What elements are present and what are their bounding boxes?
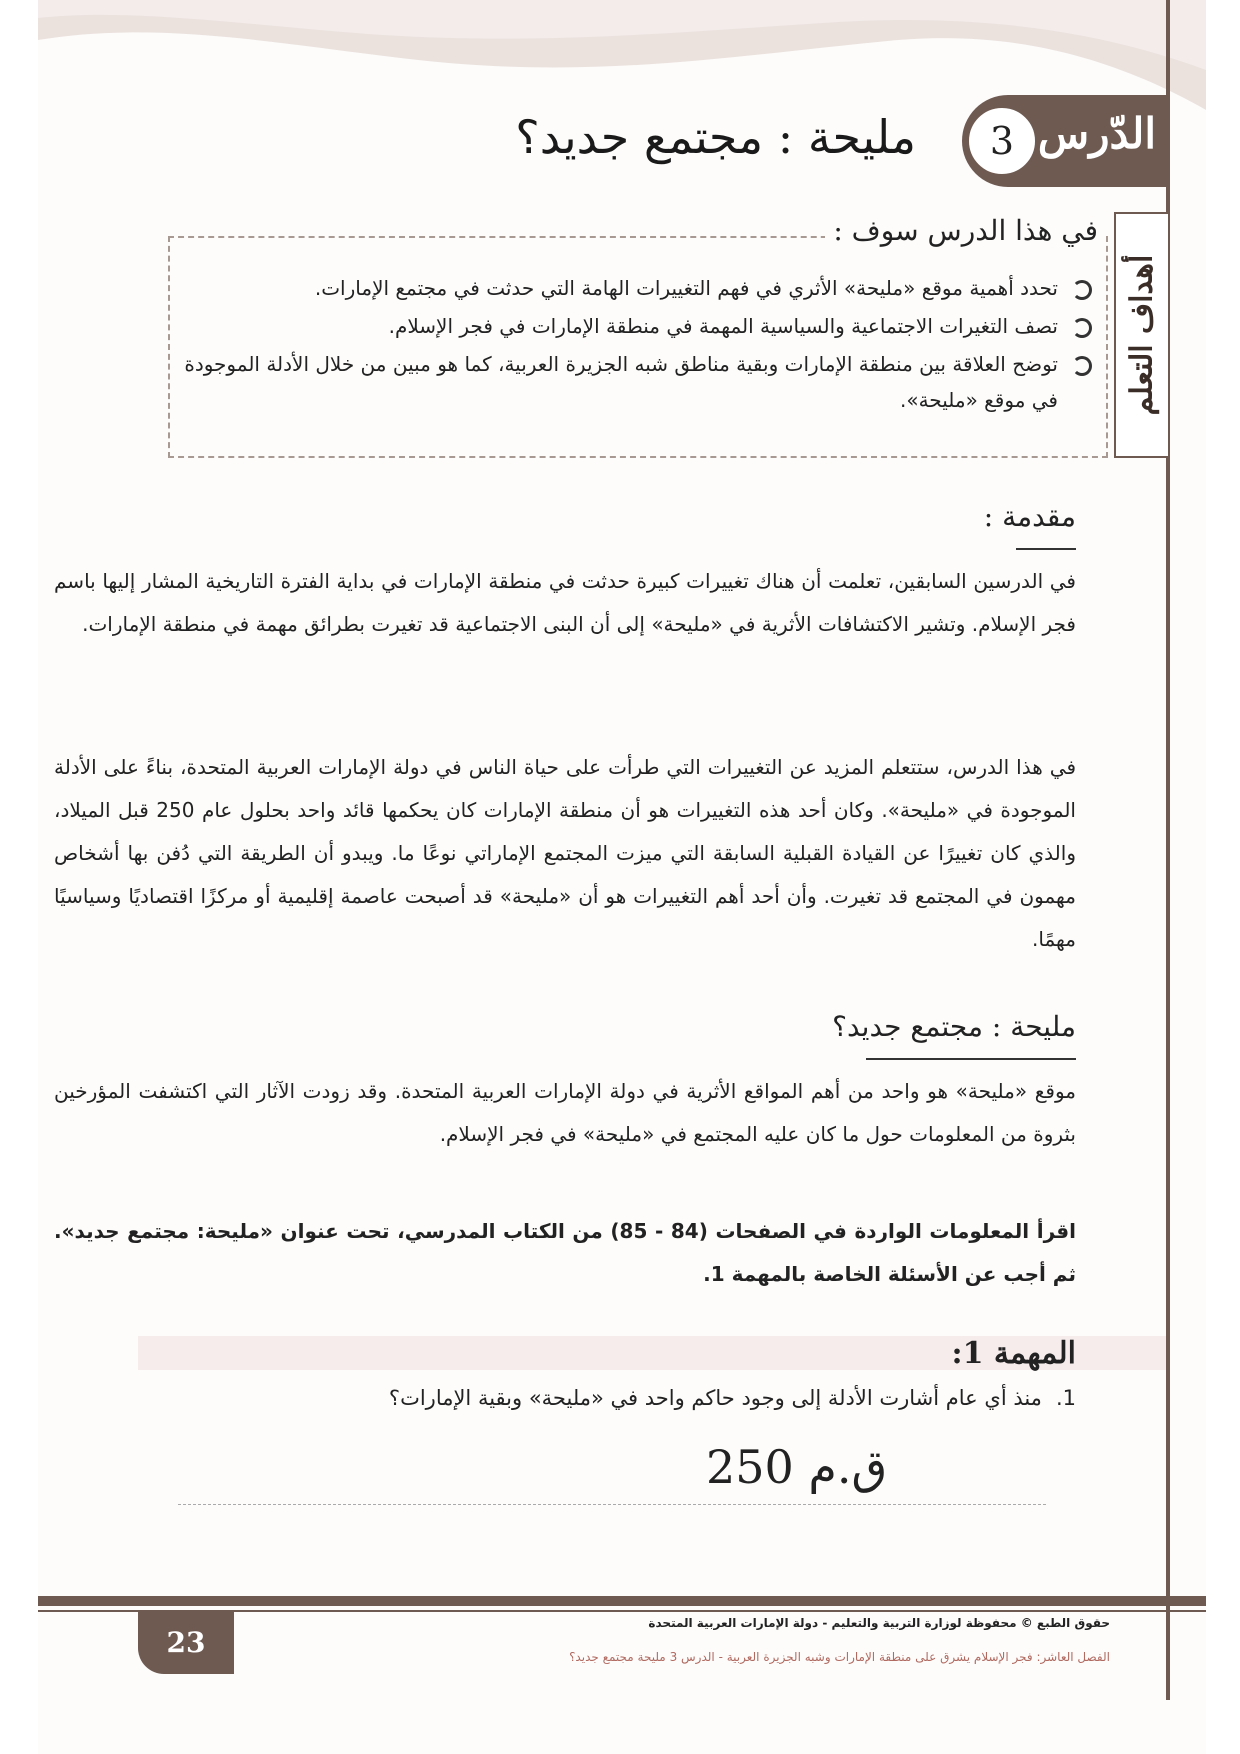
mleiha-paragraph: موقع «مليحة» هو واحد من أهم المواقع الأثرية في دولة الإمارات العربية المتحدة. وقد زودت الآثار التي اكتشفت المؤرخين بثروة من المعلومات حول ما كان عليه المجتمع في «مليحة» في فجر الإسلام. xyxy=(54,1079,1076,1146)
objectives-intro: في هذا الدرس سوف : xyxy=(825,214,1106,247)
page-number: 23 xyxy=(138,1612,234,1674)
objective-item xyxy=(182,308,1092,344)
mleiha-heading-underline xyxy=(866,1058,1076,1060)
intro-paragraph-1: في الدرسين السابقين، تعلمت أن هناك تغييرات كبيرة حدثت في منطقة الإمارات في بداية الفترة التاريخية المشار إليها باسم فجر الإسلام. وتشير الاكتشافات الأثرية في «مليحة» إلى أن البنى الاجتماعية قد تغيرت بطرائق مهمة في منطقة الإمارات. xyxy=(54,569,1076,636)
task-title: المهمة 1: xyxy=(951,1336,1076,1371)
page-title: مليحة : مجتمع جديد؟ xyxy=(515,110,916,164)
objective-item xyxy=(182,346,1092,418)
answer-line xyxy=(178,1504,1046,1506)
footer-bar xyxy=(38,1596,1206,1606)
mleiha-heading: مليحة : مجتمع جديد؟ xyxy=(832,1010,1076,1043)
bullet-icon xyxy=(1072,280,1092,300)
copyright-text: حقوق الطبع © محفوظة لوزارة التربية والتعليم - دولة الإمارات العربية المتحدة xyxy=(648,1616,1110,1630)
objective-text: توضح العلاقة بين منطقة الإمارات وبقية مناطق شبه الجزيرة العربية، كما هو مبين من خلال الأدلة الموجودة في موقع «مليحة». xyxy=(184,352,1058,412)
question-text: منذ أي عام أشارت الأدلة إلى وجود حاكم واحد في «مليحة» وبقية الإمارات؟ xyxy=(388,1386,1042,1410)
bullet-icon xyxy=(1072,356,1092,376)
handwritten-answer[interactable]: 250 ق.م xyxy=(706,1440,888,1494)
objectives-tab xyxy=(1114,212,1168,458)
question-1 xyxy=(389,1386,1076,1410)
reading-instruction: اقرأ المعلومات الواردة في الصفحات (84 - 85) من الكتاب المدرسي، تحت عنوان «مليحة: مجتمع جديد». ثم أجب عن الأسئلة الخاصة بالمهمة 1. xyxy=(54,1219,1077,1286)
objective-text: تصف التغيرات الاجتماعية والسياسية المهمة في منطقة الإمارات في فجر الإسلام. xyxy=(388,314,1058,338)
intro-paragraph-2: في هذا الدرس، ستتعلم المزيد عن التغييرات التي طرأت على حياة الناس في دولة الإمارات العربية المتحدة، بناءً على الأدلة الموجودة في «مليحة». وكان أحد هذه التغييرات هو أن منطقة الإمارات كان يحكمها قائد واحد بحلول عام 250 قبل الميلاد، والذي كان تغييرًا عن القيادة القبلية السابقة التي ميزت المجتمع الإماراتي نوعًا ما. ويبدو أن الطريقة التي دُفن بها أشخاص مهمون في المجتمع قد تغيرت. وأن أحد أهم التغييرات هو أن «مليحة» قد أصبحت عاصمة إقليمية أو مركزًا اقتصاديًا وسياسيًا مهمًا. xyxy=(54,755,1076,951)
lesson-number: 3 xyxy=(966,105,1038,177)
objective-text: تحدد أهمية موقع «مليحة» الأثري في فهم التغييرات الهامة التي حدثت في مجتمع الإمارات. xyxy=(314,276,1058,300)
page xyxy=(38,0,1206,1754)
lesson-word: الدّرس xyxy=(1037,109,1156,158)
intro-heading: مقدمة : xyxy=(983,500,1076,533)
lesson-badge xyxy=(962,95,1168,187)
objective-item xyxy=(182,270,1092,306)
question-number: 1. xyxy=(1055,1386,1076,1410)
footer-breadcrumb: الفصل العاشر: فجر الإسلام يشرق على منطقة الإمارات وشبه الجزيرة العربية - الدرس 3 مليحة مجتمع جديد؟ xyxy=(569,1650,1110,1664)
objectives-tab-label: أهداف التعلم xyxy=(1124,254,1160,416)
intro-heading-underline xyxy=(1016,548,1076,550)
objectives-list xyxy=(182,270,1092,420)
bullet-icon xyxy=(1072,318,1092,338)
